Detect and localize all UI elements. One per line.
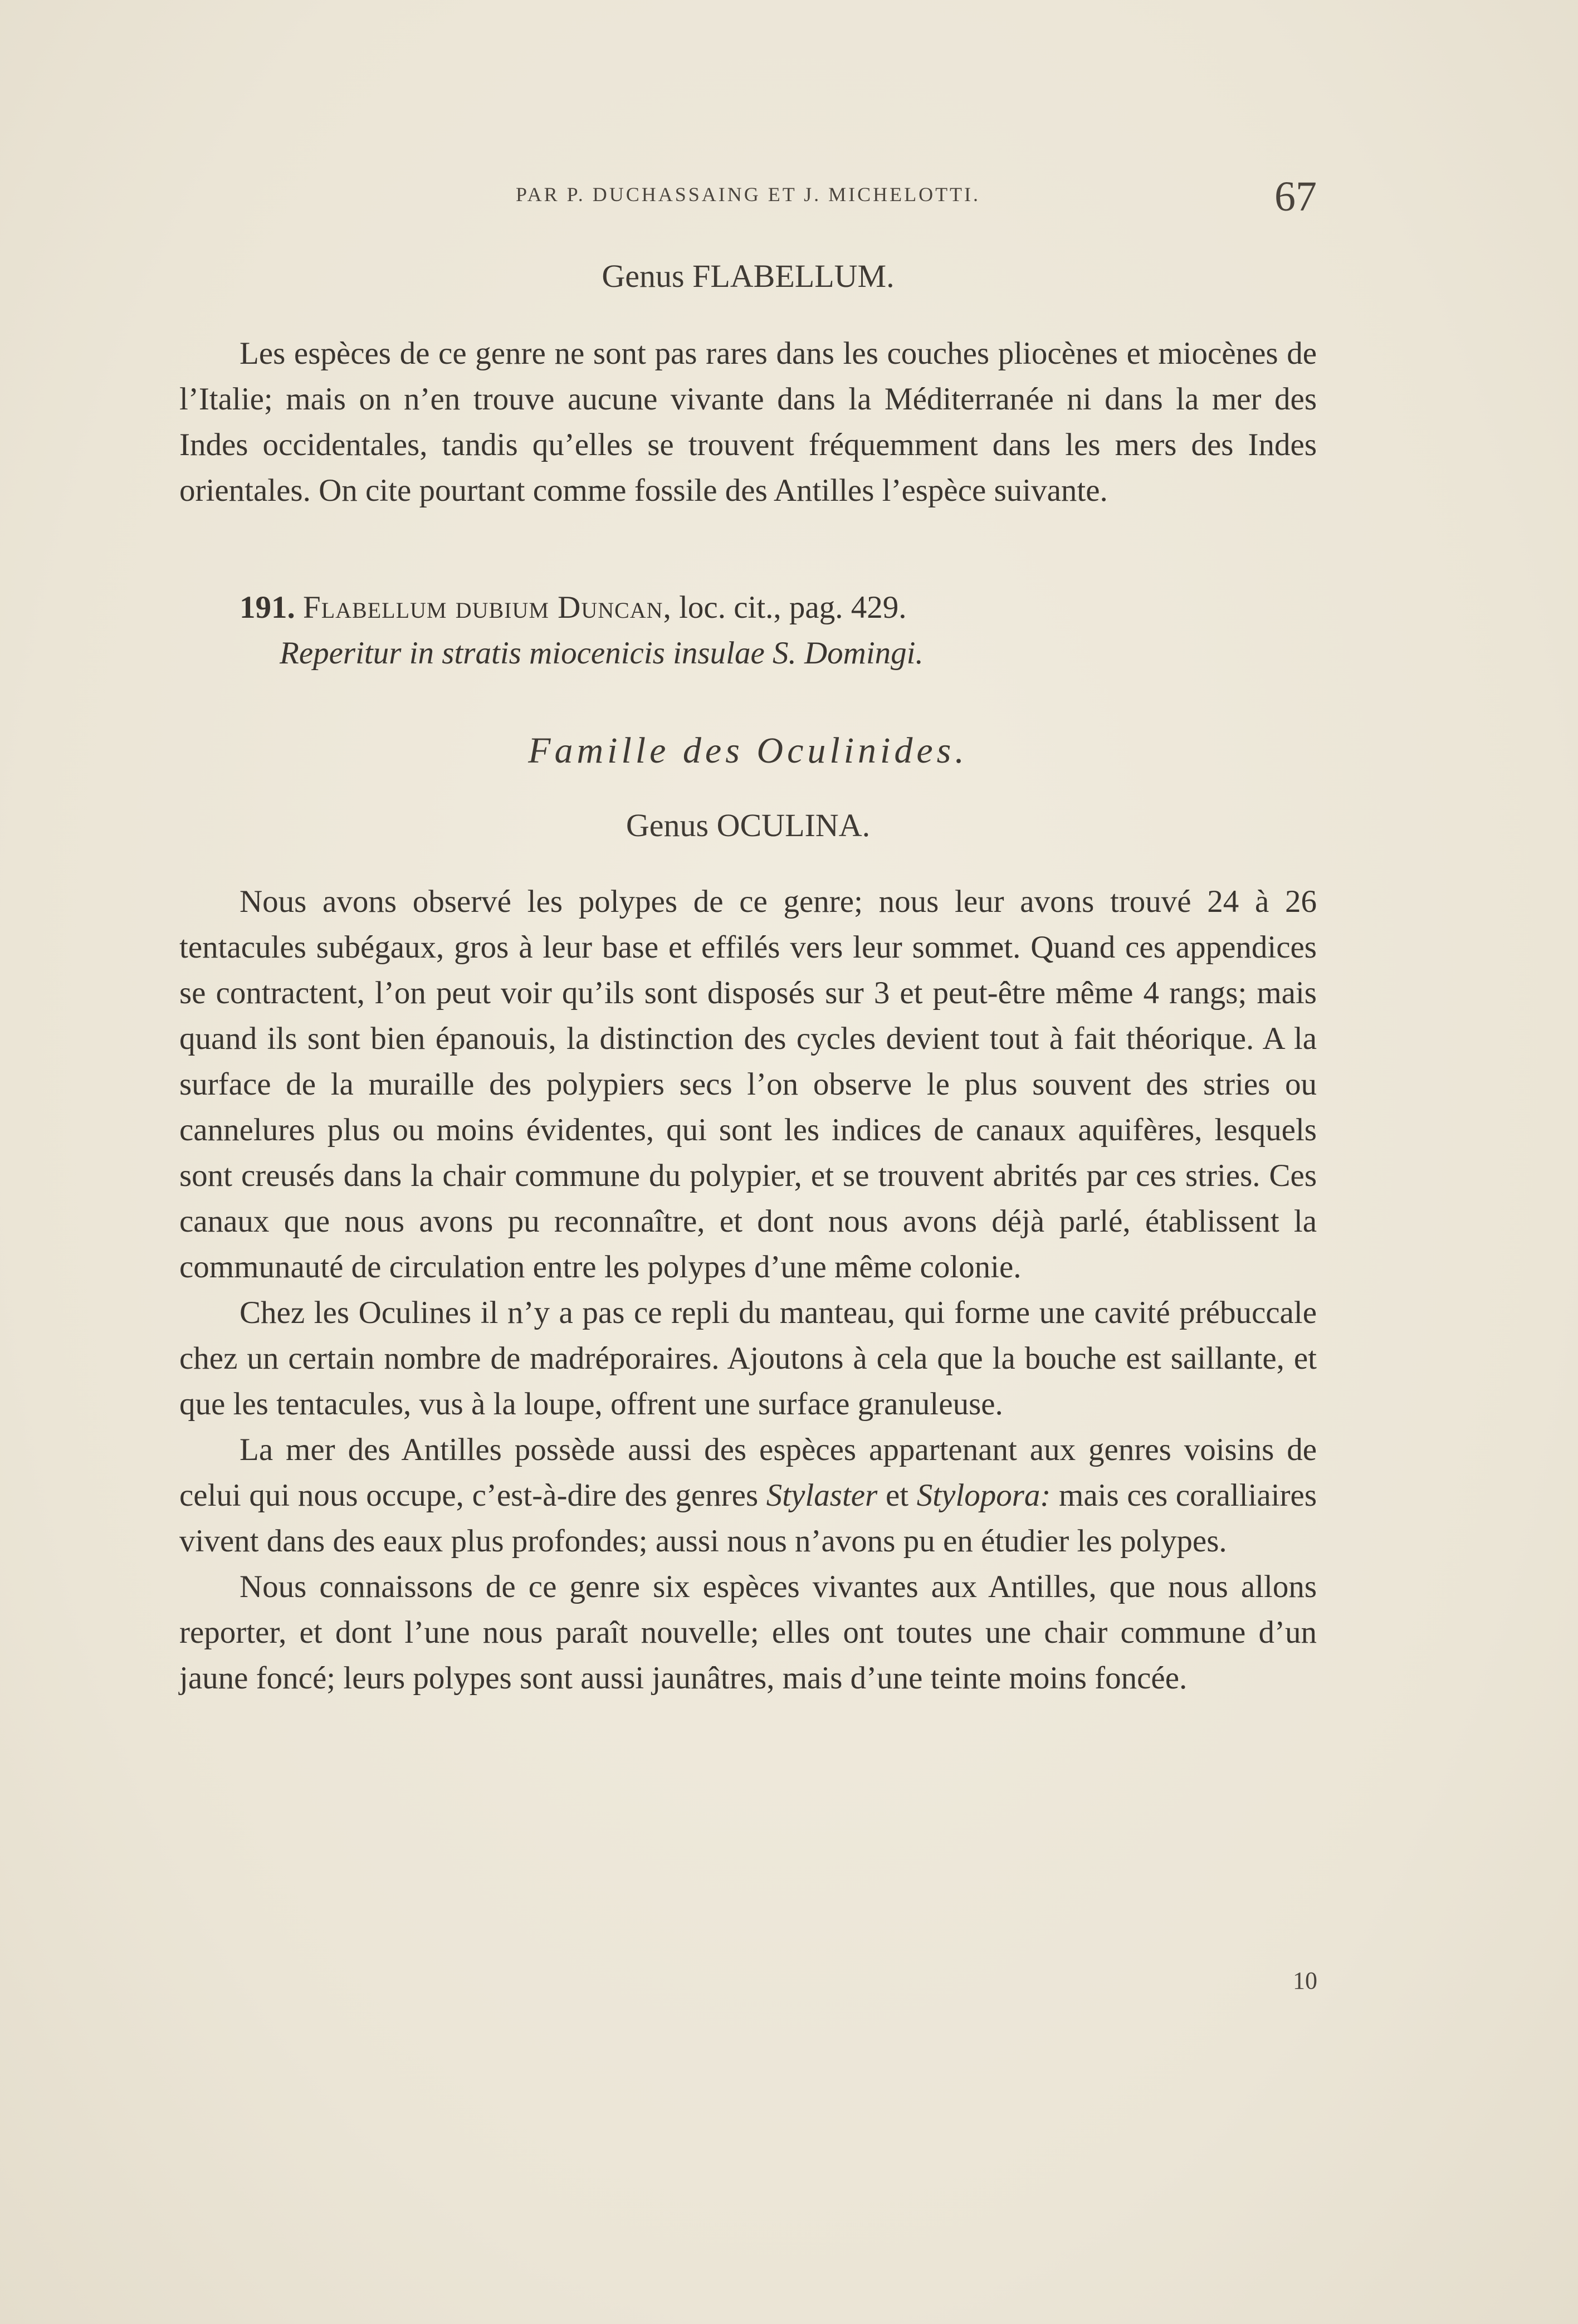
oculina-paragraph-3 (179, 1427, 1317, 1564)
signature-mark: 10 (1293, 1967, 1317, 1994)
p3-text-2: et (877, 1478, 917, 1513)
p3-text-3: mais ces coralliaires vivent dans des eaux plus profondes; aussi nous n’avons pu en étudier les polypes. (179, 1478, 1317, 1559)
genus-oculina-heading: Genus OCULINA. (626, 807, 871, 843)
species-entry-191 (179, 585, 1377, 676)
species-name: Flabellum dubium Duncan (303, 590, 663, 625)
page-number: 67 (1274, 173, 1317, 220)
genus-flabellum-heading: Genus FLABELLUM. (602, 258, 895, 294)
genus-stylopora: Stylopora: (916, 1478, 1051, 1513)
entry-number: 191. (240, 590, 295, 625)
flabellum-paragraph: Les espèces de ce genre ne sont pas rares dans les couches pliocènes et miocènes de l’Italie; mais on n’en trouve aucune vivante dans la Méditerranée ni dans la mer des Indes occidentales, tandis qu’elles se trouvent fréquemment dans les mers des Indes orientales. On cite pourtant comme fossile des Antilles l’espèce suivante. (179, 336, 1317, 508)
oculina-paragraph-4: Nous connaissons de ce genre six espèces vivantes aux Antilles, que nous allons reporter, et dont l’une nous paraît nouvelle; elles ont toutes une chair commune d’un jaune foncé; leurs polypes sont aussi jaunâtres, mais d’une teinte moins foncée. (179, 1569, 1317, 1696)
p3-text-1: La mer des Antilles possède aussi des espèces appartenant aux genres voisins de celui qui nous occupe, c’est-à-dire des genres (179, 1432, 1317, 1513)
running-head-title: PAR P. DUCHASSAING ET J. MICHELOTTI. (515, 183, 981, 206)
oculina-paragraph-1: Nous avons observé les polypes de ce genre; nous leur avons trouvé 24 à 26 tentacules subégaux, gros à leur base et effilés vers leur sommet. Quand ces appendices se contractent, l’on peut voir qu’ils sont disposés sur 3 et peut-être même 4 rangs; mais quand ils sont bien épanouis, la distinction des cycles devient tout à fait théorique. A la surface de la muraille des polypiers secs l’on observe le plus souvent des stries ou cannelures plus ou moins évidentes, qui sont les indices de canaux aquifères, lesquels sont creusés dans la chair commune du polypier, et se trouvent abrités par ces stries. Ces canaux que nous avons pu reconnaître, et dont nous avons déjà parlé, établissent la communauté de circulation entre les polypes d’une même colonie. (179, 884, 1317, 1285)
running-head (179, 173, 1317, 227)
genus-stylaster: Stylaster (766, 1478, 878, 1513)
oculina-text (179, 879, 1317, 1701)
species-locality: Reperitur in stratis miocenicis insulae S. Domingi. (280, 636, 924, 671)
species-reference: , loc. cit., pag. 429. (663, 590, 907, 625)
oculina-paragraph-2: Chez les Oculines il n’y a pas ce repli du manteau, qui forme une cavité prébuccale chez un certain nombre de madréporaires. Ajoutons à cela que la bouche est saillante, et que les tentacules, vus à la loupe, offrent une surface granuleuse. (179, 1295, 1317, 1422)
family-heading: Famille des Oculinides. (528, 730, 968, 771)
